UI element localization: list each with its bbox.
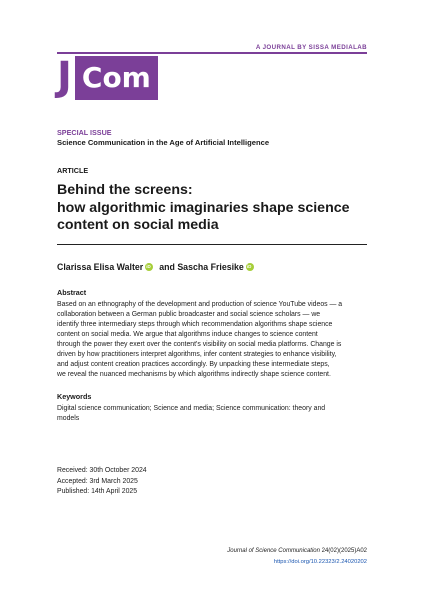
author-name[interactable]: and Sascha Friesike bbox=[159, 262, 244, 272]
special-issue-label: SPECIAL ISSUE bbox=[57, 128, 112, 137]
title-rule bbox=[57, 244, 367, 245]
keywords-line: Digital science communication; Science and media; Science communication: theory and bbox=[57, 405, 326, 412]
doi-link[interactable]: https://doi.org/10.22323/2.24020202 bbox=[273, 559, 367, 565]
author-name[interactable]: Clarissa Elisa Walter bbox=[57, 262, 144, 272]
abstract-line: collaboration between a German public broadcaster and social science scholars — we bbox=[57, 311, 321, 318]
article-type-label: ARTICLE bbox=[57, 166, 89, 175]
logo-com-box: Com bbox=[75, 56, 158, 100]
abstract-heading: Abstract bbox=[57, 288, 87, 297]
keywords-body bbox=[57, 404, 369, 424]
journal-citation bbox=[227, 548, 367, 554]
journal-logo bbox=[57, 54, 158, 102]
published-date: Published: 14th April 2025 bbox=[57, 488, 138, 495]
abstract-line: Based on an ethnography of the development and production of science YouTube videos — a bbox=[57, 301, 343, 308]
author-list bbox=[57, 262, 260, 272]
journal-name: Journal of Science Communication bbox=[227, 548, 320, 554]
orcid-icon[interactable] bbox=[246, 263, 254, 271]
title-line: content on social media bbox=[57, 217, 219, 233]
volume-info: 24(02)(2025)A02 bbox=[319, 548, 367, 554]
journal-tag: A JOURNAL BY SISSA MEDIALAB bbox=[255, 44, 367, 51]
logo-letter-j: J bbox=[57, 54, 72, 100]
abstract-line: and adjust content creation practices accordingly. By unpacking these intermediate steps, bbox=[57, 361, 330, 368]
article-dates bbox=[57, 466, 147, 498]
received-date: Received: 30th October 2024 bbox=[57, 467, 147, 474]
abstract-line: identify three intermediary steps through which recommendation algorithms shape science bbox=[57, 321, 333, 328]
title-line: how algorithmic imaginaries shape science bbox=[57, 199, 350, 216]
abstract-line: content on social media. We argue that algorithms induce changes to science content bbox=[57, 331, 318, 338]
article-title bbox=[57, 182, 377, 235]
title-line: Behind the screens: bbox=[57, 182, 193, 198]
keywords-heading: Keywords bbox=[57, 392, 92, 401]
abstract-body bbox=[57, 300, 369, 380]
accepted-date: Accepted: 3rd March 2025 bbox=[57, 477, 138, 485]
abstract-line: we reveal the nuanced mechanisms by which algorithms indirectly shape science content. bbox=[57, 371, 331, 378]
keywords-line: models bbox=[57, 415, 80, 422]
abstract-line: through the power they exert over the content's visibility on social media platforms. Change is bbox=[57, 341, 342, 348]
orcid-icon[interactable] bbox=[145, 263, 153, 271]
abstract-line: driven by how practitioners interpret algorithms, infer content strategies to enhance visibility, bbox=[57, 351, 337, 358]
special-issue-title: Science Communication in the Age of Artificial Intelligence bbox=[57, 138, 270, 147]
